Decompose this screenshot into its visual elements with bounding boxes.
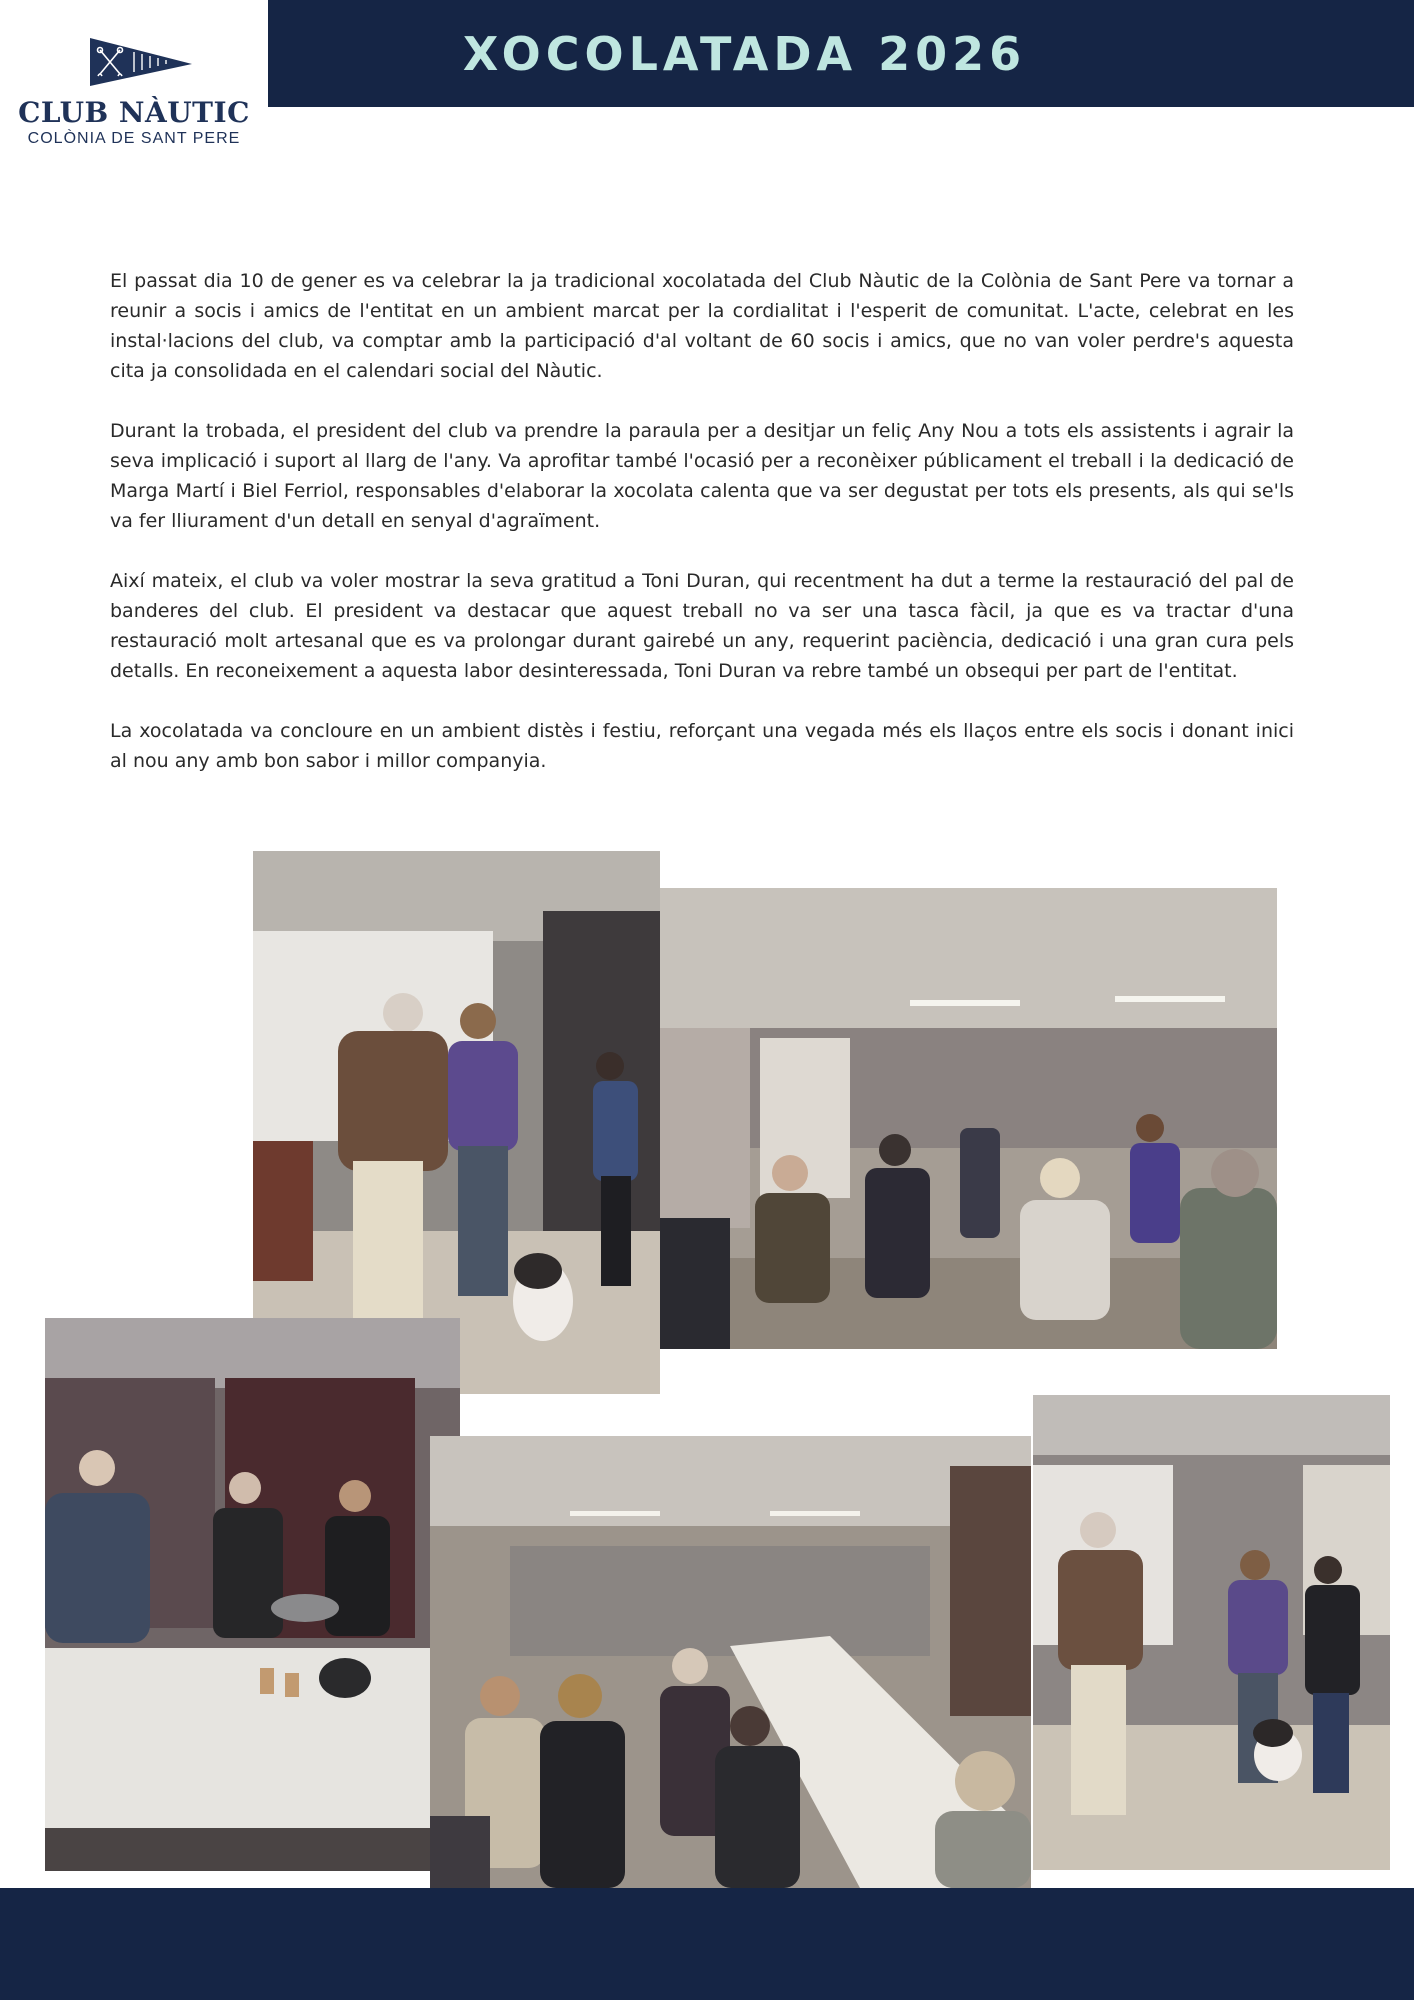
club-logo: [0, 0, 268, 160]
logo-subtitle: COLÒNIA DE SANT PERE: [27, 130, 241, 147]
photo-chocolate-servers: [45, 1318, 460, 1871]
article-paragraph: La xocolatada va concloure en un ambient distès i festiu, reforçant una vegada més els llaços entre els socis i donant inici al nou any amb bon sabor i millor companyia.: [110, 720, 1294, 772]
pennant-flag-icon: [86, 36, 196, 88]
article-body: [110, 266, 1294, 806]
photo-recognition-dog: [1033, 1395, 1390, 1870]
article-paragraph: Durant la trobada, el president del club va prendre la paraula per a desitjar un feliç Any Nou a tots els assistents i agrair la seva implicació i suport al llarg de l'any. Va aprofitar també l'ocasió per a reconèixer públicament el treball i la dedicació de Marga Martí i Biel Ferriol, responsables d'elaborar la xocolata calenta que va ser degustat per tots els presents, als qui se'ls va fer lliurament d'un detall en senyal d'agraïment.: [110, 420, 1294, 532]
photo-presentation-whiteboard: [253, 851, 660, 1394]
page-title: XOCOLATADA 2026: [462, 26, 1027, 81]
photo-long-table: [430, 1436, 1031, 1888]
photo-crowded-hall: [660, 888, 1277, 1349]
footer-band: [0, 1888, 1414, 2000]
article-paragraph: Així mateix, el club va voler mostrar la seva gratitud a Toni Duran, qui recentment ha dut a terme la restauració del pal de banderes del club. El president va destacar que aquest treball no va ser una tasca fàcil, ja que es va tractar d'una restauració molt artesanal que es va prolongar durant gairebé un any, requerint paciència, dedicació i una gran cura pels detalls. En reconeixement a aquesta labor desinteressada, Toni Duran va rebre també un obsequi per part de l'entitat.: [110, 570, 1294, 682]
article-paragraph: El passat dia 10 de gener es va celebrar la ja tradicional xocolatada del Club Nàutic de la Colònia de Sant Pere va tornar a reunir a socis i amics de l'entitat en un ambient marcat per la cordialitat i l'esperit de comunitat. L'acte, celebrat en les instal·lacions del club, va comptar amb la participació d'al voltant de 60 socis i amics, que no van voler perdre's aquesta cita ja consolidada en el calendari social del Nàutic.: [110, 270, 1294, 382]
logo-name: CLUB NÀUTIC: [18, 96, 250, 129]
